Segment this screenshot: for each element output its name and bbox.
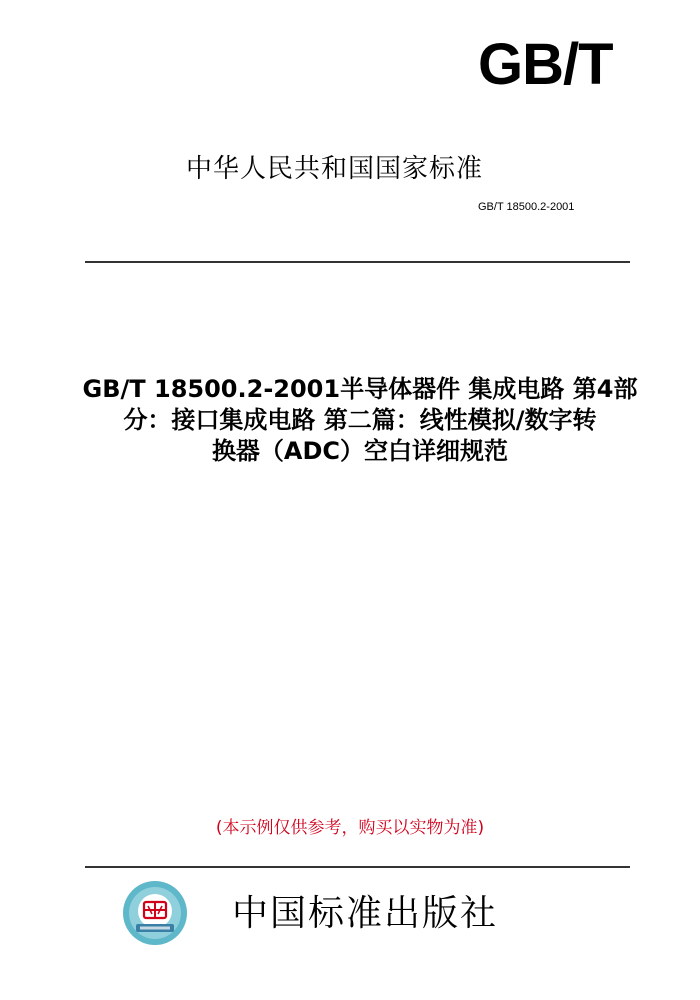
disclaimer-text: (本示例仅供参考，购买以实物为准) bbox=[215, 818, 485, 838]
bottom-divider bbox=[85, 866, 630, 868]
top-divider bbox=[85, 261, 630, 263]
standard-code: GB/T 18500.2-2001 bbox=[478, 201, 575, 213]
title-line-3: 换器（ADC）空白详细规范 bbox=[211, 437, 509, 465]
publisher-emblem-icon bbox=[122, 880, 188, 946]
gbt-logo: GB/T bbox=[478, 32, 613, 97]
publisher-name: 中国标准出版社 bbox=[232, 893, 499, 934]
national-standard-heading: 中华人民共和国国家标准 bbox=[186, 154, 484, 184]
document-title bbox=[30, 374, 690, 467]
title-line-1: GB/T 18500.2-2001半导体器件 集成电路 第4部 bbox=[82, 375, 638, 403]
title-line-2: 分：接口集成电路 第二篇：线性模拟/数字转 bbox=[123, 406, 597, 434]
